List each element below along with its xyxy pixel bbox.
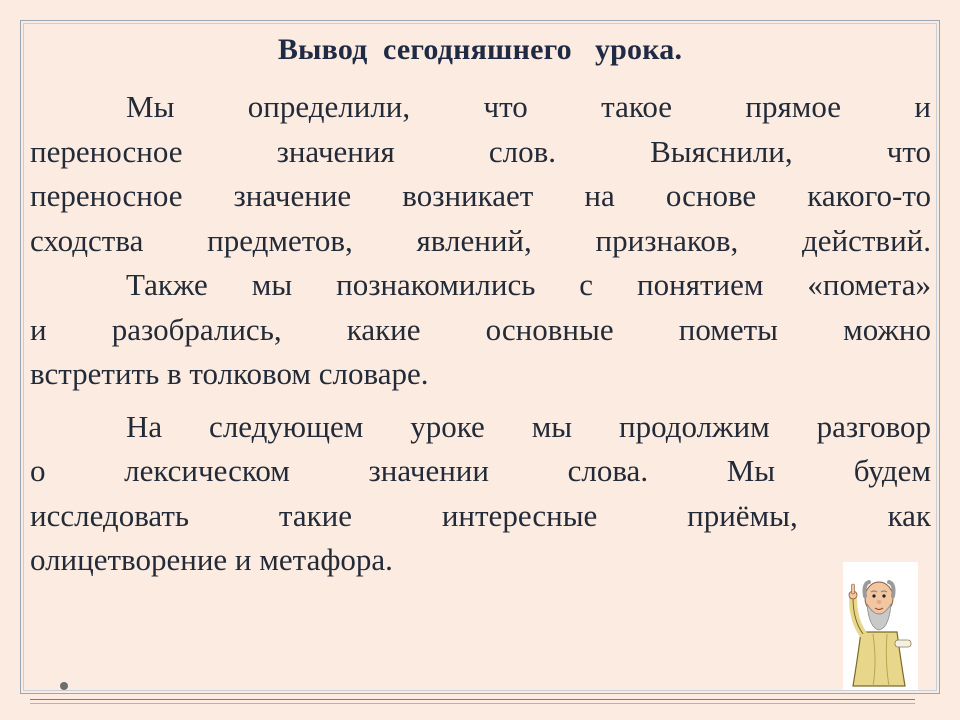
text-line: исследовать такие интересные приёмы, как — [30, 497, 931, 533]
bottom-divider-secondary — [30, 703, 915, 704]
text-line: переносное значение возникает на основе какого-то — [30, 178, 931, 213]
body-text — [30, 85, 931, 583]
text-line: сходства предметов, явлений, признаков, действий. — [30, 222, 931, 258]
slide-title: Вывод сегодняшнего урока. — [277, 33, 683, 66]
bullet-dot — [60, 682, 68, 690]
text-line: встретить в толковом словаре. — [30, 356, 429, 391]
text-line: о лексическом значении слова. Мы будем — [30, 453, 931, 488]
text-line: Мы определили, что такое прямое и — [126, 89, 931, 124]
bottom-divider — [30, 699, 915, 700]
text-line: На следующем уроке мы продолжим разговор — [126, 408, 931, 444]
text-line: олицетворение и метафора. — [30, 542, 393, 577]
text-line: и разобрались, какие основные пометы можно — [30, 311, 931, 347]
text-line: переносное значения слов. Выяснили, что — [30, 133, 931, 169]
socrates-philosopher-icon — [843, 562, 918, 690]
text-line: Также мы познакомились с понятием «помета» — [126, 267, 931, 302]
